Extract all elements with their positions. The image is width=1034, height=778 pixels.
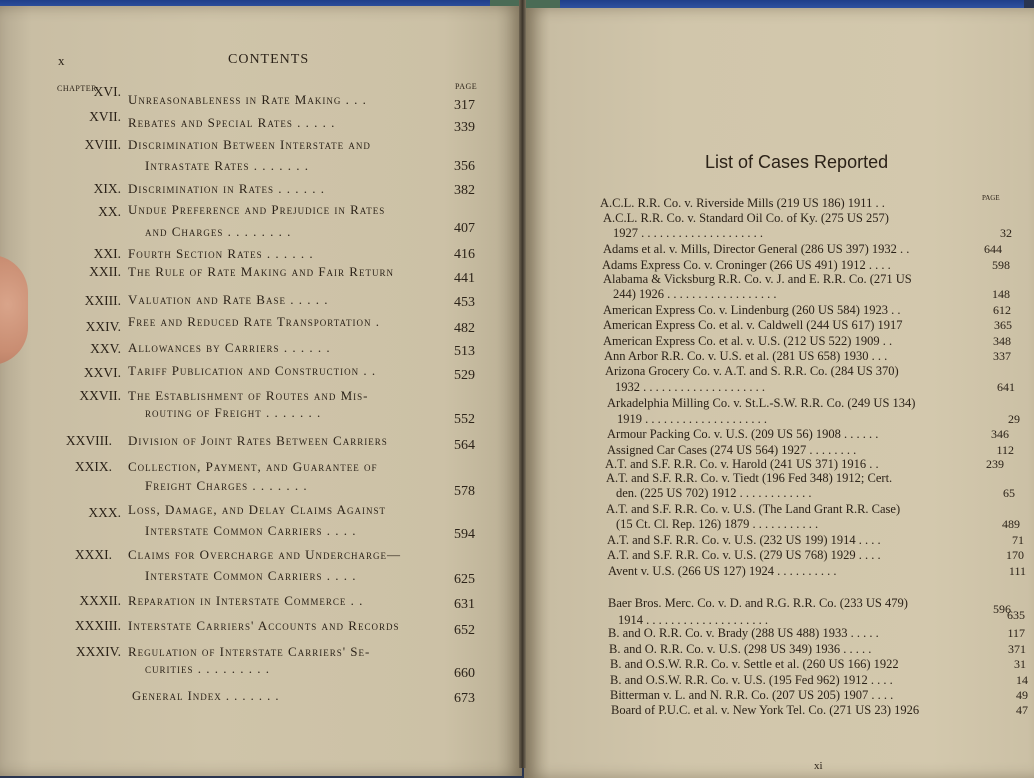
chapter-title-line: routing of Freight . . . . . . . <box>145 405 322 420</box>
book-gutter <box>519 0 526 768</box>
case-citation-line: 1927 . . . . . . . . . . . . . . . . . . . . <box>613 226 763 240</box>
case-page-number: 170 <box>1006 548 1024 562</box>
chapter-number: XXII. <box>89 264 121 279</box>
case-citation-line: 244) 1926 . . . . . . . . . . . . . . . . . . <box>613 287 777 301</box>
chapter-page-number: 625 <box>454 572 475 587</box>
right-page-folio: xi <box>814 760 823 772</box>
case-page-number: 112 <box>996 443 1014 457</box>
chapter-title-line: Reparation in Interstate Commerce . . <box>128 593 364 608</box>
chapter-number: XIX. <box>93 181 121 196</box>
case-page-number: 117 <box>1007 626 1025 640</box>
chapter-page-number: 652 <box>454 623 475 638</box>
chapter-page-number: 407 <box>454 221 475 236</box>
case-citation-line: American Express Co. v. Lindenburg (260 US 584) 1923 . . <box>603 303 901 317</box>
chapter-title-line: Valuation and Rate Base . . . . . <box>128 292 329 307</box>
chapter-page-number: 578 <box>454 484 475 499</box>
chapter-page-number: 356 <box>454 159 475 174</box>
chapter-number: XX. <box>98 204 121 219</box>
page-column-label: PAGE <box>982 194 1000 202</box>
chapter-page-number: 594 <box>454 527 475 542</box>
case-citation-line: den. (225 US 702) 1912 . . . . . . . . . . . . <box>616 486 812 500</box>
case-citation-line: 1914 . . . . . . . . . . . . . . . . . . . . <box>618 613 768 627</box>
case-page-number: 346 <box>991 427 1009 441</box>
case-citation-line: Baer Bros. Merc. Co. v. D. and R.G. R.R. Co. (233 US 479) <box>608 596 908 610</box>
chapter-title-line: and Charges . . . . . . . . <box>145 224 292 239</box>
case-citation-line: Armour Packing Co. v. U.S. (209 US 56) 1908 . . . . . . <box>607 427 879 441</box>
case-page-number: 32 <box>1000 226 1012 240</box>
case-citation-line: Board of P.U.C. et al. v. New York Tel. Co. (271 US 23) 1926 <box>611 703 920 717</box>
right-page <box>524 8 1034 778</box>
case-citation-line: A.T. and S.F. R.R. Co. v. U.S. (The Land Grant R.R. Case) <box>606 502 901 516</box>
case-citation-line: American Express Co. et al. v. Caldwell (244 US 617) 1917 <box>603 318 903 332</box>
case-citation-line: (15 Ct. Cl. Rep. 126) 1879 . . . . . . . . . . . <box>616 517 819 531</box>
case-page-number: 47 <box>1016 703 1028 717</box>
chapter-number: XXVIII. <box>65 433 112 448</box>
chapter-title-line: Free and Reduced Rate Transportation . <box>128 314 381 329</box>
chapter-number: XXI. <box>93 246 121 261</box>
case-citation-line: Arizona Grocery Co. v. A.T. and S. R.R. Co. (284 US 370) <box>605 364 899 378</box>
case-citation-line: B. and O. R.R. Co. v. U.S. (298 US 349) 1936 . . . . . <box>609 642 872 656</box>
chapter-page-number: 660 <box>454 666 475 681</box>
chapter-title-line: Discrimination Between Interstate and <box>128 137 371 152</box>
chapter-number: XXIV. <box>85 319 121 334</box>
chapter-title-line: Tariff Publication and Construction . . <box>128 363 377 378</box>
case-citation-line: American Express Co. et al. v. U.S. (212 US 522) 1909 . . <box>603 334 893 348</box>
chapter-page-number: 453 <box>454 295 475 310</box>
case-page-number: 49 <box>1016 688 1028 702</box>
left-page-folio: x <box>58 53 65 68</box>
chapter-number: XXXIV. <box>75 644 121 659</box>
case-citation-line: B. and O.S.W. R.R. Co. v. Settle et al. (260 US 166) 1922 <box>610 657 899 671</box>
chapter-title-line: Allowances by Carriers . . . . . . <box>128 340 331 355</box>
chapter-title-line: Rebates and Special Rates . . . . . <box>128 115 336 130</box>
chapter-page-number: 441 <box>454 271 475 286</box>
chapter-page-number: 416 <box>454 247 475 262</box>
chapter-number: XVIII. <box>84 137 121 152</box>
chapter-title-line: Interstate Carriers' Accounts and Records <box>128 618 400 633</box>
chapter-number: XXVII. <box>79 388 121 403</box>
case-citation-line: A.T. and S.F. R.R. Co. v. U.S. (232 US 199) 1914 . . . . <box>607 533 881 547</box>
chapter-number: XXIII. <box>84 293 121 308</box>
case-page-number: 644 <box>984 242 1002 256</box>
case-page-number: 596 <box>993 602 1011 616</box>
chapter-title-line: Regulation of Interstate Carriers' Se- <box>128 644 371 659</box>
case-citation-line: A.C.L. R.R. Co. v. Standard Oil Co. of Ky. (275 US 257) <box>603 211 889 225</box>
case-page-number: 612 <box>993 303 1011 317</box>
case-citation-line: Alabama & Vicksburg R.R. Co. v. J. and E. R.R. Co. (271 US <box>603 272 912 286</box>
chapter-number: XXVI. <box>83 365 121 380</box>
chapter-page-number: 631 <box>454 597 475 612</box>
chapter-title-line: Unreasonableness in Rate Making . . . <box>128 92 367 107</box>
chapter-number: XVI. <box>93 84 121 99</box>
chapter-title-line: Discrimination in Rates . . . . . . <box>128 181 326 196</box>
case-page-number: 111 <box>1008 564 1026 578</box>
case-citation-line: Adams et al. v. Mills, Director General (286 US 397) 1932 . . <box>603 242 910 256</box>
case-page-number: 14 <box>1016 673 1028 687</box>
case-page-number: 239 <box>986 457 1004 471</box>
chapter-title-line: Interstate Common Carriers . . . . <box>145 523 357 538</box>
case-page-number: 489 <box>1002 517 1020 531</box>
chapter-title-line: Interstate Common Carriers . . . . <box>145 568 357 583</box>
case-citation-line: Bitterman v. L. and N. R.R. Co. (207 US 205) 1907 . . . . <box>610 688 894 702</box>
case-page-number: 365 <box>994 318 1012 332</box>
chapter-title-line: Freight Charges . . . . . . . <box>145 478 308 493</box>
chapter-page-number: 482 <box>454 321 475 336</box>
case-citation-line: A.C.L. R.R. Co. v. Riverside Mills (219 US 186) 1911 . . <box>600 196 885 210</box>
page-column-label: PAGE <box>455 82 478 91</box>
case-page-number: 635 <box>1007 608 1025 622</box>
chapter-title-line: curities . . . . . . . . . <box>145 661 270 676</box>
chapter-page-number: 529 <box>454 368 475 383</box>
chapter-column-label: CHAPTER <box>57 84 97 93</box>
chapter-number: XXV. <box>90 341 121 356</box>
case-citation-line: A.T. and S.F. R.R. Co. v. Tiedt (196 Fed 348) 1912; Cert. <box>606 471 893 485</box>
chapter-number: XXIX. <box>74 459 112 474</box>
case-citation-line: B. and O. R.R. Co. v. Brady (288 US 488) 1933 . . . . . <box>608 626 879 640</box>
chapter-page-number: 382 <box>454 183 475 198</box>
case-page-number: 348 <box>993 334 1011 348</box>
chapter-title-line: Division of Joint Rates Between Carriers <box>128 433 388 448</box>
case-page-number: 148 <box>992 287 1010 301</box>
general-index-page: 673 <box>454 691 475 706</box>
general-index-label: General Index . . . . . . . <box>132 689 280 703</box>
chapter-title-line: Loss, Damage, and Delay Claims Against <box>128 502 386 517</box>
chapter-title-line: Collection, Payment, and Guarantee of <box>128 459 378 474</box>
chapter-number: XVII. <box>89 109 121 124</box>
chapter-number: XXX. <box>88 505 121 520</box>
case-page-number: 371 <box>1008 642 1026 656</box>
case-citation-line: Arkadelphia Milling Co. v. St.L.-S.W. R.R. Co. (249 US 134) <box>607 396 916 410</box>
chapter-title-line: The Establishment of Routes and Mis- <box>128 388 369 403</box>
chapter-page-number: 552 <box>454 412 475 427</box>
case-page-number: 65 <box>1003 486 1015 500</box>
chapter-number: XXXII. <box>79 593 121 608</box>
chapter-number: XXXI. <box>74 547 112 562</box>
chapter-title-line: Fourth Section Rates . . . . . . <box>128 246 314 261</box>
case-page-number: 337 <box>993 349 1011 363</box>
chapter-page-number: 317 <box>454 98 475 113</box>
case-citation-line: 1919 . . . . . . . . . . . . . . . . . . . . <box>617 412 767 426</box>
chapter-title-line: Undue Preference and Prejudice in Rates <box>128 202 386 217</box>
case-citation-line: Adams Express Co. v. Croninger (266 US 491) 1912 . . . . <box>602 258 891 272</box>
case-citation-line: Assigned Car Cases (274 US 564) 1927 . . . . . . . . <box>607 443 857 457</box>
case-citation-line: A.T. and S.F. R.R. Co. v. U.S. (279 US 768) 1929 . . . . <box>607 548 881 562</box>
case-citation-line: A.T. and S.F. R.R. Co. v. Harold (241 US 371) 1916 . . <box>605 457 879 471</box>
case-page-number: 641 <box>997 380 1015 394</box>
chapter-title-line: Claims for Overcharge and Undercharge— <box>128 547 401 562</box>
case-page-number: 29 <box>1008 412 1020 426</box>
case-citation-line: Avent v. U.S. (266 US 127) 1924 . . . . . . . . . . <box>608 564 837 578</box>
chapter-page-number: 564 <box>454 438 475 453</box>
case-citation-line: B. and O.S.W. R.R. Co. v. U.S. (195 Fed 962) 1912 . . . . <box>610 673 893 687</box>
chapter-page-number: 339 <box>454 120 475 135</box>
chapter-title-line: Intrastate Rates . . . . . . . <box>145 158 310 173</box>
list-title: List of Cases Reported <box>705 152 889 172</box>
case-page-number: 31 <box>1014 657 1026 671</box>
chapter-number: XXXIII. <box>74 618 121 633</box>
chapter-page-number: 513 <box>454 344 475 359</box>
case-citation-line: 1932 . . . . . . . . . . . . . . . . . . . . <box>615 380 765 394</box>
running-head: CONTENTS <box>228 52 310 67</box>
case-page-number: 598 <box>992 258 1010 272</box>
case-page-number: 71 <box>1012 533 1024 547</box>
chapter-title-line: The Rule of Rate Making and Fair Return <box>128 264 394 279</box>
case-citation-line: Ann Arbor R.R. Co. v. U.S. et al. (281 US 658) 1930 . . . <box>604 349 888 363</box>
left-page <box>0 6 522 776</box>
